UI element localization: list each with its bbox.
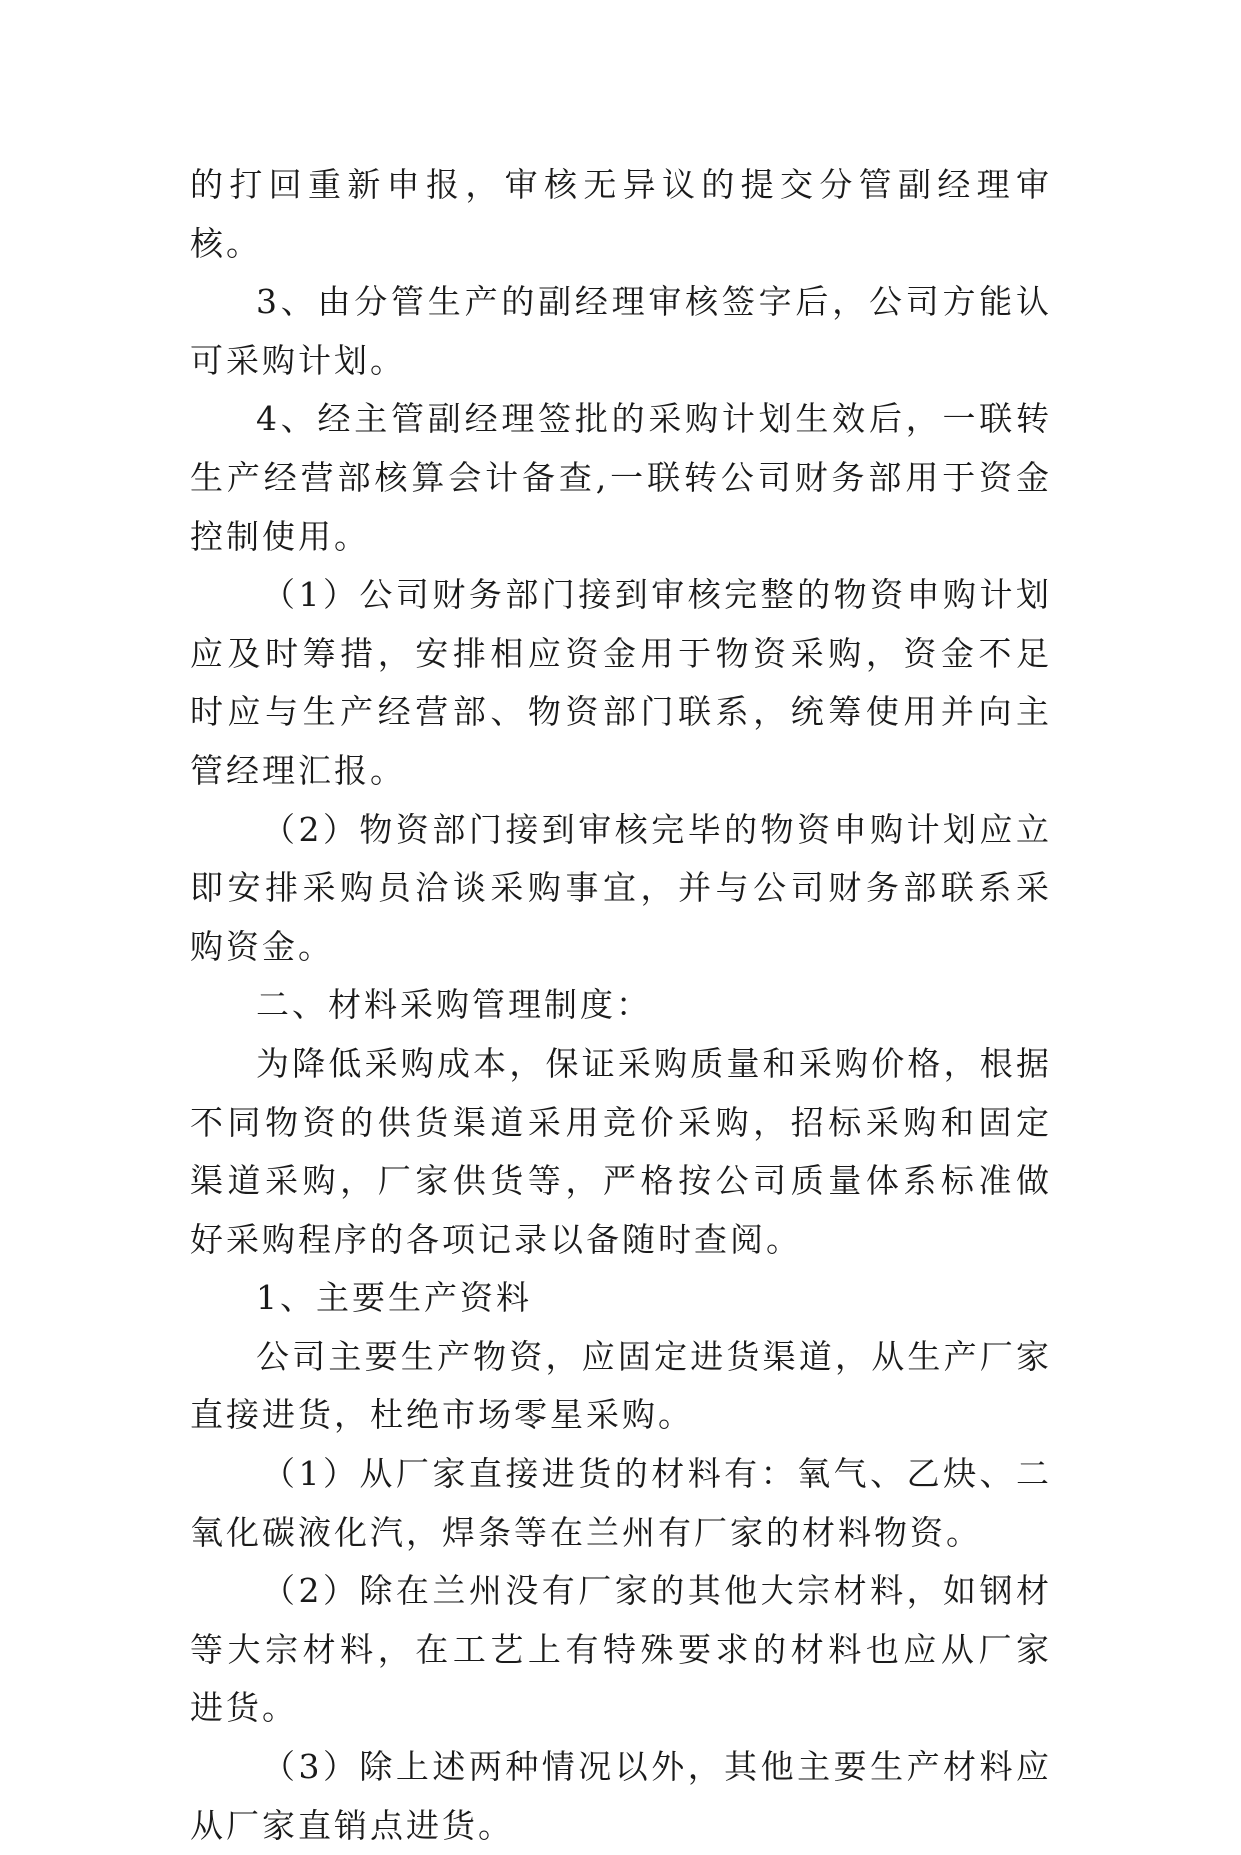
- paragraph-12: （3）除上述两种情况以外，其他主要生产材料应从厂家直销点进货。: [190, 1747, 1052, 1845]
- section-heading: 二、材料采购管理制度：: [256, 985, 652, 1025]
- paragraph-10: （1）从厂家直接进货的材料有：氧气、乙炔、二氧化碳液化汽，焊条等在兰州有厂家的材料物资。: [190, 1454, 1052, 1552]
- paragraph-3: 4、经主管副经理签批的采购计划生效后，一联转生产经营部核算会计备查,一联转公司财务部用于资金控制使用。: [190, 399, 1052, 556]
- paragraph-4: （1）公司财务部门接到审核完整的物资申购计划应及时筹措，安排相应资金用于物资采购，资金不足时应与生产经营部、物资部门联系，统筹使用并向主管经理汇报。: [190, 575, 1052, 790]
- document-body: [190, 156, 1052, 1855]
- paragraph-5: （2）物资部门接到审核完毕的物资申购计划应立即安排采购员洽谈采购事宜，并与公司财务部联系采购资金。: [190, 809, 1052, 966]
- subsection-heading: 1、主要生产资料: [256, 1278, 532, 1318]
- paragraph-7: 为降低采购成本，保证采购质量和采购价格，根据不同物资的供货渠道采用竞价采购，招标采购和固定渠道采购，厂家供货等，严格按公司质量体系标准做好采购程序的各项记录以备随时查阅。: [190, 1043, 1052, 1259]
- paragraph-9: 公司主要生产物资，应固定进货渠道，从生产厂家直接进货，杜绝市场零星采购。: [190, 1336, 1052, 1435]
- paragraph-1: 的打回重新申报，审核无异议的提交分管副经理审核。: [190, 165, 1052, 263]
- paragraph-11: （2）除在兰州没有厂家的其他大宗材料，如钢材等大宗材料，在工艺上有特殊要求的材料也应从厂家进货。: [190, 1571, 1052, 1728]
- paragraph-2: 3、由分管生产的副经理审核签字后，公司方能认可采购计划。: [190, 282, 1052, 380]
